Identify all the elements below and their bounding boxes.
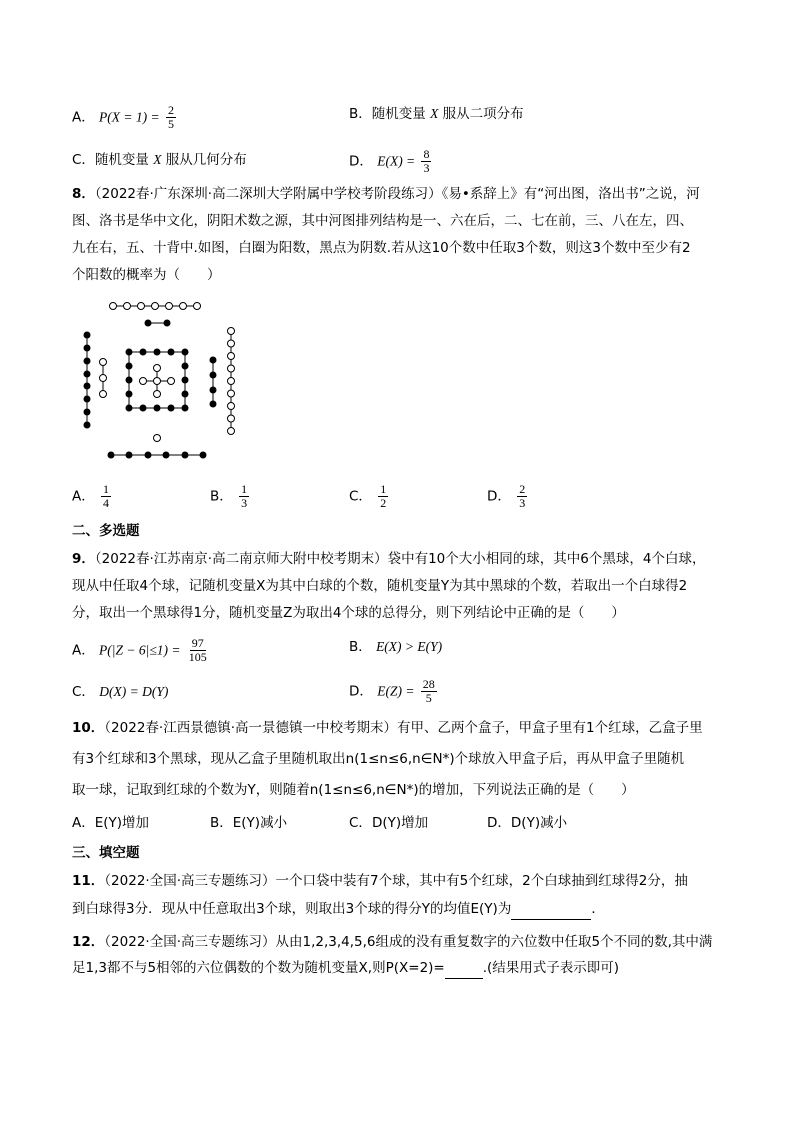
question-text: （2022·全国·高三专题练习）从由1,2,3,4,5,6组成的没有重复数字的六位数中任取5个不同的数,其中满 bbox=[104, 934, 713, 950]
option-formula: D(X) = D(Y) bbox=[99, 684, 169, 699]
question-text: （2022春·广东深圳·高二深圳大学附属中学校考阶段练习）《易•系辞上》有“河出图，洛出书”之说，河 bbox=[94, 186, 700, 202]
option-label: A． bbox=[72, 488, 95, 505]
option-label: B． bbox=[349, 639, 372, 655]
q8-option-c[interactable] bbox=[349, 483, 390, 510]
option-text: D(Y)减小 bbox=[510, 815, 568, 831]
hetu-diagram bbox=[70, 296, 250, 466]
option-label: A． bbox=[72, 815, 95, 831]
fraction bbox=[517, 483, 527, 510]
q7-option-b[interactable] bbox=[349, 104, 524, 124]
q10-option-b[interactable] bbox=[210, 813, 287, 833]
numerator: 8 bbox=[423, 147, 430, 161]
question-text: （2022·全国·高三专题练习）一个口袋中装有7个球，其中有5个红球，2个白球抽到红球得2分，抽 bbox=[104, 873, 688, 889]
question-number: 9． bbox=[72, 551, 95, 567]
section-heading: 二、多选题 bbox=[72, 523, 140, 539]
option-label: B． bbox=[210, 815, 233, 831]
option-label: D． bbox=[487, 815, 511, 831]
question-text: （2022春·江苏南京·高二南京师大附中校考期末）袋中有10个大小相同的球，其中6个黑球，4个白球， bbox=[94, 551, 706, 567]
q12-line-2 bbox=[72, 958, 619, 979]
fraction bbox=[421, 148, 431, 175]
q7-option-a[interactable] bbox=[72, 104, 178, 131]
question-number: 12． bbox=[72, 934, 105, 950]
option-label: B． bbox=[210, 488, 233, 505]
option-label: C． bbox=[349, 488, 372, 505]
option-formula: P(|Z − 6|≤1) = bbox=[99, 642, 181, 658]
denominator: 105 bbox=[188, 650, 207, 664]
denominator: 3 bbox=[423, 161, 430, 175]
numerator: 1 bbox=[380, 482, 387, 496]
numerator: 2 bbox=[167, 103, 174, 117]
answer-blank[interactable] bbox=[445, 958, 483, 979]
option-text: E(Y)增加 bbox=[94, 815, 150, 831]
denominator: 3 bbox=[241, 496, 248, 510]
q9-option-c[interactable] bbox=[72, 682, 168, 702]
numerator: 2 bbox=[519, 482, 526, 496]
option-formula: E(X) = bbox=[377, 153, 416, 169]
option-text: 服从二项分布 bbox=[442, 106, 524, 122]
answer-blank[interactable] bbox=[511, 899, 591, 920]
question-text: 足1,3都不与5相邻的六位偶数的个数为随机变量X,则P(X=2)= bbox=[72, 960, 445, 976]
q11-line-1 bbox=[72, 871, 688, 891]
variable: X bbox=[153, 152, 162, 167]
option-text: 服从几何分布 bbox=[165, 152, 247, 168]
question-text: 到白球得3分．现从中任意取出3个球，则取出3个球的得分Y的均值E(Y)为 bbox=[72, 901, 512, 917]
q9-line-2: 现从中任取4个球，记随机变量X为其中白球的个数，随机变量Y为其中黑球的个数，若取出一个白球得2 bbox=[72, 578, 688, 594]
q10-option-a[interactable] bbox=[72, 813, 149, 833]
q10-line-1 bbox=[72, 718, 703, 738]
option-label: D． bbox=[349, 683, 373, 700]
denominator: 5 bbox=[167, 117, 174, 131]
denominator: 4 bbox=[103, 496, 110, 510]
option-formula: E(X) > E(Y) bbox=[376, 639, 443, 654]
fraction bbox=[421, 678, 437, 705]
fraction bbox=[187, 637, 209, 664]
option-formula: P(X = 1) = bbox=[99, 109, 160, 125]
q8-line-1 bbox=[72, 184, 700, 204]
option-label: C． bbox=[72, 152, 95, 168]
numerator: 1 bbox=[103, 482, 110, 496]
fraction bbox=[101, 483, 111, 510]
fraction bbox=[239, 483, 249, 510]
question-text: ． bbox=[591, 901, 605, 917]
q8-option-d[interactable] bbox=[487, 483, 529, 510]
q7-option-c[interactable] bbox=[72, 150, 247, 170]
option-formula: E(Z) = bbox=[377, 683, 415, 699]
denominator: 2 bbox=[380, 496, 387, 510]
option-text: D(Y)增加 bbox=[371, 815, 429, 831]
q10-line-3: 取一球，记取到红球的个数为Y，则随着n(1≤n≤6,n∈N*)的增加，下列说法正确的是（ ） bbox=[72, 782, 635, 798]
denominator: 5 bbox=[425, 691, 432, 705]
denominator: 3 bbox=[519, 496, 526, 510]
q8-line-3: 九在右，五、十背中.如图，白圈为阳数，黑点为阴数.若从这10个数中任取3个数，则这3个数中至少有2 bbox=[72, 240, 691, 256]
question-number: 11． bbox=[72, 873, 105, 889]
q9-option-a[interactable] bbox=[72, 637, 211, 664]
variable: X bbox=[430, 106, 439, 121]
question-number: 10． bbox=[72, 720, 105, 736]
section-heading: 三、填空题 bbox=[72, 845, 140, 861]
option-text: 随机变量 bbox=[371, 106, 426, 122]
option-label: A． bbox=[72, 642, 95, 659]
q8-line-4: 个阳数的概率为（ ） bbox=[72, 267, 221, 283]
q8-option-a[interactable] bbox=[72, 483, 113, 510]
option-text: E(Y)减小 bbox=[232, 815, 288, 831]
option-label: B． bbox=[349, 106, 372, 122]
question-text: （2022春·江西景德镇·高一景德镇一中校考期末）有甲、乙两个盒子，甲盒子里有1个红球，乙盒子里 bbox=[104, 720, 703, 736]
option-text: 随机变量 bbox=[94, 152, 149, 168]
q10-line-2: 有3个红球和3个黑球，现从乙盒子里随机取出n(1≤n≤6,n∈N*)个球放入甲盒子后，再从甲盒子里随机 bbox=[72, 751, 685, 767]
numerator: 1 bbox=[241, 482, 248, 496]
option-label: D． bbox=[349, 153, 373, 170]
q9-option-d[interactable] bbox=[349, 678, 439, 705]
q10-option-c[interactable] bbox=[349, 813, 428, 833]
fraction bbox=[166, 104, 176, 131]
option-label: D． bbox=[487, 488, 511, 505]
q10-option-d[interactable] bbox=[487, 813, 567, 833]
fraction bbox=[378, 483, 388, 510]
q9-line-1 bbox=[72, 549, 705, 569]
q8-option-b[interactable] bbox=[210, 483, 251, 510]
option-label: C． bbox=[72, 684, 95, 700]
question-text: .(结果用式子表示即可) bbox=[482, 960, 620, 976]
q9-option-b[interactable] bbox=[349, 637, 442, 657]
question-number: 8． bbox=[72, 186, 95, 202]
q8-line-2: 图、洛书是华中文化，阴阳术数之源，其中河图排列结构是一、六在后，二、七在前，三、八在左，四、 bbox=[72, 213, 693, 229]
option-label: A． bbox=[72, 109, 95, 126]
numerator: 97 bbox=[191, 636, 204, 650]
numerator: 28 bbox=[422, 677, 435, 691]
q12-line-1 bbox=[72, 932, 712, 952]
option-label: C． bbox=[349, 815, 372, 831]
q9-line-3: 分，取出一个黑球得1分，随机变量Z为取出4个球的总得分，则下列结论中正确的是（ ） bbox=[72, 605, 625, 621]
q11-line-2 bbox=[72, 899, 605, 920]
q7-option-d[interactable] bbox=[349, 148, 433, 175]
